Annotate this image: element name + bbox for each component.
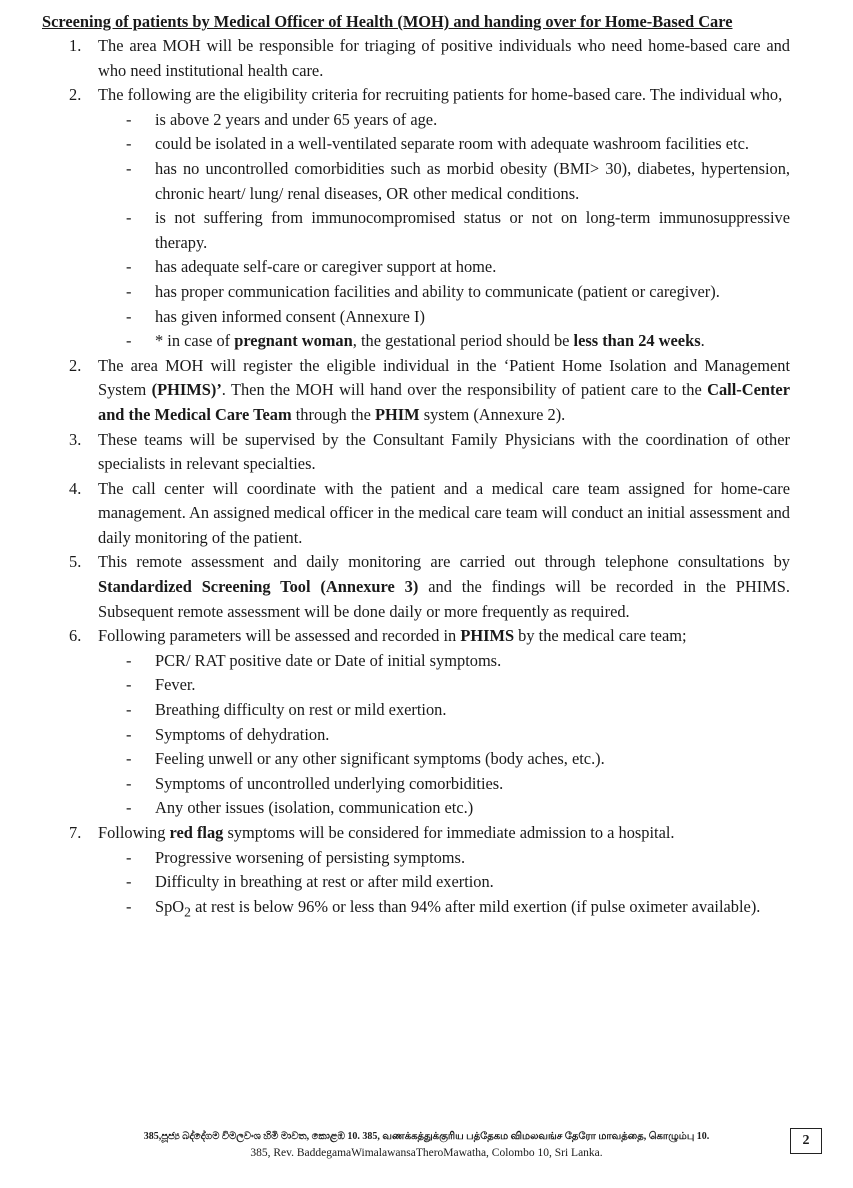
criteria-item xyxy=(42,108,790,133)
dash-bullet: - xyxy=(126,134,132,154)
footer-address-local: 385,පූජ්‍ය බද්දේගම විමලවංශ හිමි මාවත, කොළඹ 10. 385, வணக்கத்துக்குரிய பத்தேகம விமலவங்ச தேரோ மாவத்தை, கொழும்பு 10. xyxy=(143,1131,710,1142)
item-text: Following xyxy=(98,823,170,842)
dash-bullet: - xyxy=(126,773,132,793)
note-text: . xyxy=(700,331,705,351)
parameter-text: Any other issues (isolation, communication etc.) xyxy=(155,798,474,818)
item-text: through the xyxy=(291,404,375,424)
parameter-text: Breathing difficulty on rest or mild exertion. xyxy=(155,700,447,720)
footer-address-english: 385, Rev. BaddegamaWimalawansaTheroMawatha, Colombo 10, Sri Lanka. xyxy=(250,1147,603,1159)
dash-bullet: - xyxy=(126,208,132,228)
dash-bullet: - xyxy=(126,798,132,818)
parameter-item xyxy=(42,796,790,821)
criteria-item xyxy=(42,255,790,280)
item-text: The following are the eligibility criteria for recruiting patients for home-based care. The individual who, xyxy=(98,85,783,105)
note-text: * in case of xyxy=(155,331,235,351)
item-number: 4. xyxy=(69,478,82,498)
parameter-item xyxy=(42,723,790,748)
dash-bullet: - xyxy=(126,700,132,720)
page-number: 2 xyxy=(790,1128,822,1154)
item-number: 7. xyxy=(69,823,82,842)
red-flag-item xyxy=(42,870,790,895)
parameter-item xyxy=(42,649,790,674)
item-text: Following parameters will be assessed and recorded in xyxy=(98,626,461,646)
parameter-text: Feeling unwell or any other significant symptoms (body aches, etc.). xyxy=(155,749,605,769)
item-text: The area MOH will be responsible for triaging of positive individuals who need home-based care and who need institutional health care. xyxy=(98,36,790,80)
red-flag-item xyxy=(42,895,790,925)
list-item-4 xyxy=(42,477,790,551)
item-number: 2. xyxy=(69,355,82,375)
criteria-text: has proper communication facilities and ability to communicate (patient or caregiver). xyxy=(155,281,720,301)
list-item-5 xyxy=(42,550,790,624)
criteria-text: has no uncontrolled comorbidities such as morbid obesity (BMI> 30), diabetes, hypertension, chronic heart/ lung/ renal diseases, OR other medical conditions. xyxy=(155,158,790,203)
list-item-6 xyxy=(42,624,790,649)
list-item-2-eligibility xyxy=(42,83,790,108)
item-bold: PHIM xyxy=(374,404,420,424)
item-number: 5. xyxy=(69,552,82,572)
criteria-item xyxy=(42,280,790,305)
item-bold: (PHIMS)’ xyxy=(151,380,222,400)
dash-bullet: - xyxy=(126,109,132,129)
parameter-item xyxy=(42,673,790,698)
document-page xyxy=(42,9,790,925)
item-bold: Standardized Screening Tool (Annexure 3) xyxy=(98,577,419,597)
red-flag-text: Difficulty in breathing at rest or after mild exertion. xyxy=(155,872,494,892)
dash-bullet: - xyxy=(126,724,132,744)
dash-bullet: - xyxy=(126,331,132,351)
note-bold: pregnant woman xyxy=(234,331,353,351)
criteria-item xyxy=(42,305,790,330)
dash-bullet: - xyxy=(126,281,132,301)
criteria-item xyxy=(42,157,790,206)
criteria-text: has adequate self-care or caregiver support at home. xyxy=(155,257,497,277)
parameter-text: Fever. xyxy=(155,675,196,695)
parameter-text: Symptoms of dehydration. xyxy=(155,724,330,744)
list-item-2-register xyxy=(42,354,790,428)
criteria-item xyxy=(42,132,790,157)
item-number: 2. xyxy=(69,85,82,105)
item-text: and the findings will be recorded in the PHIMS. Subsequent remote assessment will be done daily or more frequently as required. xyxy=(98,577,790,621)
dash-bullet: - xyxy=(126,650,132,670)
item-text: system (Annexure 2). xyxy=(419,404,566,424)
parameter-text: PCR/ RAT positive date or Date of initial symptoms. xyxy=(155,650,502,670)
red-flag-text: Progressive worsening of persisting symptoms. xyxy=(155,847,466,867)
dash-bullet: - xyxy=(126,675,132,695)
criteria-text: has given informed consent (Annexure I) xyxy=(155,306,425,326)
dash-bullet: - xyxy=(126,749,132,769)
dash-bullet: - xyxy=(126,306,132,326)
item-bold: red flag xyxy=(169,823,224,842)
subscript: 2 xyxy=(184,904,191,920)
criteria-text: could be isolated in a well-ventilated separate room with adequate washroom facilities etc. xyxy=(155,134,749,154)
item-text: These teams will be supervised by the Consultant Family Physicians with the coordination of other specialists in relevant specialties. xyxy=(98,429,790,474)
red-flag-list xyxy=(42,846,790,925)
item-text: This remote assessment and daily monitoring are carried out through telephone consultations by xyxy=(98,552,790,572)
item-text: The call center will coordinate with the patient and a medical care team assigned for home-care management. An assigned medical officer in the medical care team will conduct an initial assessment and daily monitoring of the patient. xyxy=(98,478,790,547)
criteria-text: is not suffering from immunocompromised status or not on long-term immunosuppressive therapy. xyxy=(155,208,790,252)
parameter-item xyxy=(42,772,790,797)
red-flag-text: SpO xyxy=(155,896,185,916)
dash-bullet: - xyxy=(126,158,132,178)
item-bold: Call-Center and the Medical Care Team xyxy=(98,380,790,424)
item-bold: PHIMS xyxy=(460,626,515,646)
page-footer xyxy=(0,1128,853,1162)
item-text: . Then the MOH will hand over the responsibility of patient care to the xyxy=(221,380,708,400)
item-text: symptoms will be considered for immediate admission to a hospital. xyxy=(223,823,675,842)
parameter-text: Symptoms of uncontrolled underlying comorbidities. xyxy=(155,773,504,793)
parameters-list xyxy=(42,649,790,821)
pregnancy-note xyxy=(42,329,790,354)
item-text: The area MOH will register the eligible individual in the ‘Patient Home Isolation and Management System xyxy=(98,355,790,400)
item-text: by the medical care team; xyxy=(514,626,687,646)
criteria-item xyxy=(42,206,790,255)
item-number: 6. xyxy=(69,626,82,646)
dash-bullet: - xyxy=(126,847,132,867)
red-flag-text: at rest is below 96% or less than 94% after mild exertion (if pulse oximeter available). xyxy=(190,896,761,916)
dash-bullet: - xyxy=(126,257,132,277)
item-number: 1. xyxy=(69,36,82,55)
parameter-item xyxy=(42,698,790,723)
note-bold: less than 24 weeks xyxy=(573,331,701,351)
section-heading: Screening of patients by Medical Officer of Health (MOH) and handing over for Home-Based Care xyxy=(42,12,733,31)
dash-bullet: - xyxy=(126,896,132,916)
red-flag-item xyxy=(42,846,790,871)
list-item-1 xyxy=(42,34,790,83)
parameter-item xyxy=(42,747,790,772)
criteria-text: is above 2 years and under 65 years of age. xyxy=(155,109,438,129)
dash-bullet: - xyxy=(126,872,132,892)
eligibility-criteria-list xyxy=(42,108,790,354)
list-item-7 xyxy=(42,821,790,846)
note-text: , the gestational period should be xyxy=(352,331,574,351)
item-number: 3. xyxy=(69,429,82,449)
list-item-3 xyxy=(42,428,790,477)
